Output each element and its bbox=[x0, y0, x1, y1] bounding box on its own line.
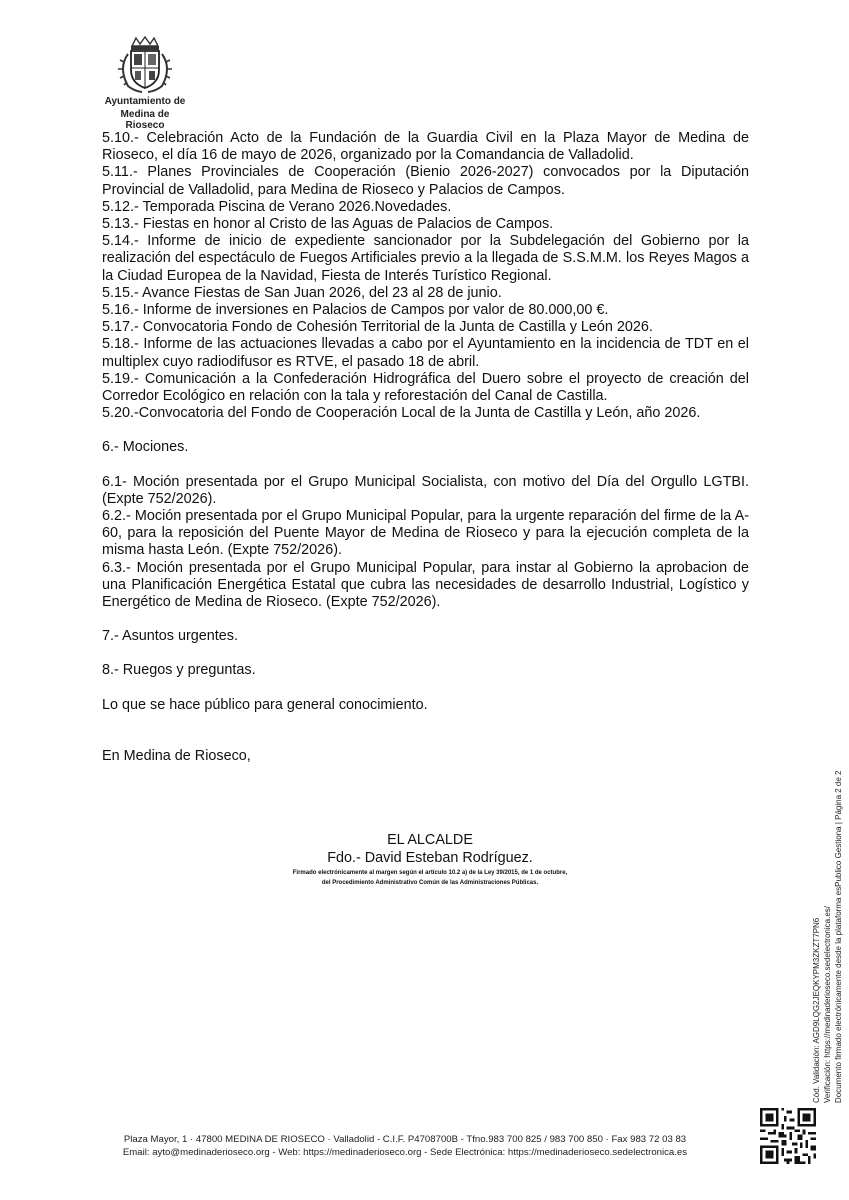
item-5-12: 5.12.- Temporada Piscina de Verano 2026.Novedades. bbox=[102, 198, 452, 215]
section-7-heading: 7.- Asuntos urgentes. bbox=[102, 628, 238, 645]
spacer bbox=[102, 611, 749, 628]
logo-text-line2: Medina de Rioseco bbox=[120, 109, 170, 131]
item-5-18: 5.18.- Informe de las actuaciones llevadas a cabo por el Ayuntamiento en la incidencia de TDT en el multiplex cuyo radiodifusor es RTVE, el pasado 18 de abril. bbox=[102, 336, 749, 370]
item-5-13: 5.13.- Fiestas en honor al Cristo de las Aguas de Palacios de Campos. bbox=[102, 216, 554, 233]
closing-statement: Lo que se hace público para general conocimiento. bbox=[102, 696, 428, 713]
spacer bbox=[102, 731, 749, 748]
item-5-11: 5.11.- Planes Provinciales de Cooperación (Bienio 2026-2027) convocados por la Diputación Provincial de Valladolid, para Medina de Rioseco y Palacios de Campos. bbox=[102, 164, 749, 198]
signature-block bbox=[260, 832, 600, 887]
spacer bbox=[102, 645, 749, 662]
item-6-2: 6.2.- Moción presentada por el Grupo Municipal Popular, para la urgente reparación del firme de la A-60, para la reposición del Puente Mayor de Medina de Rioseco y para la ejecución completa de la misma hasta León. (Expte 752/2026). bbox=[102, 508, 749, 559]
section-8-heading: 8.- Ruegos y preguntas. bbox=[102, 662, 256, 679]
validation-code: Cód. Validación: AGD9LQG2JEQKYPM3ZKZT7PN6 bbox=[812, 917, 821, 1103]
item-5-10: 5.10.- Celebración Acto de la Fundación de la Guardia Civil en la Plaza Mayor de Medina de Rioseco, el día 16 de mayo de 2026, organizado por la Comandancia de Valladolid. bbox=[102, 130, 749, 164]
item-5-17: 5.17.- Convocatoria Fondo de Cohesión Territorial de la Junta de Castilla y León 2026. bbox=[102, 319, 653, 336]
footer bbox=[100, 1133, 710, 1159]
logo-text-line1: Ayuntamiento de bbox=[104, 96, 186, 107]
qr-code-icon[interactable] bbox=[760, 1108, 816, 1164]
item-5-15: 5.15.- Avance Fiestas de San Juan 2026, del 23 al 28 de junio. bbox=[102, 284, 502, 301]
item-5-20: 5.20.-Convocatoria del Fondo de Cooperación Local de la Junta de Castilla y León, año 2026. bbox=[102, 405, 701, 422]
spacer bbox=[102, 680, 749, 697]
section-6-heading: 6.- Mociones. bbox=[102, 439, 189, 456]
validation-margin bbox=[811, 743, 844, 1103]
place-line: En Medina de Rioseco, bbox=[102, 747, 251, 764]
coat-of-arms-icon bbox=[112, 36, 178, 94]
item-6-3: 6.3.- Moción presentada por el Grupo Municipal Popular, para instar al Gobierno la aprobacion de una Planificación Energética Estatal que cubra las necesidades de desarrollo Industrial, Logístico y Energético de Medina de Rioseco. (Expte 752/2026). bbox=[102, 559, 749, 611]
spacer bbox=[102, 714, 749, 731]
item-5-16: 5.16.- Informe de inversiones en Palacios de Campos por valor de 80.000,00 €. bbox=[102, 302, 609, 319]
signature-legal-note-1: Firmado electrónicamente al margen según el artículo 10.2 a) de la Ley 39/2015, de 1 de octubre, bbox=[292, 870, 568, 876]
municipal-logo bbox=[100, 36, 190, 131]
spacer bbox=[102, 422, 749, 439]
verification-url: Verificación: https://medinaderioseco.sedelectronica.es/ bbox=[823, 906, 832, 1103]
footer-contact: Email: ayto@medinaderioseco.org - Web: https://medinaderioseco.org - Sede Electrónica: https://medinaderioseco.sedelectronica.es bbox=[122, 1147, 688, 1158]
footer-address: Plaza Mayor, 1 · 47800 MEDINA DE RIOSECO · Valladolid - C.I.F. P4708700B - Tfno.983 700 825 / 983 700 850 · Fax 983 72 03 83 bbox=[123, 1134, 687, 1145]
spacer bbox=[102, 457, 749, 474]
signature-platform-note: Documento firmado electrónicamente desde la plataforma esPublico Gestiona | Página 2 de 2 bbox=[834, 770, 843, 1103]
item-6-1: 6.1- Moción presentada por el Grupo Municipal Socialista, con motivo del Día del Orgullo LGTBI. (Expte 752/2026). bbox=[102, 473, 749, 507]
document-body bbox=[102, 130, 749, 765]
item-5-14: 5.14.- Informe de inicio de expediente sancionador por la Subdelegación del Gobierno por la realización del espectáculo de Fuegos Artificiales previo a la llegada de S.S.M.M. los Reyes Magos a la Ciudad Europea de la Navidad, Fiesta de Interés Turístico Regional. bbox=[102, 233, 749, 284]
signature-legal-note-2: del Procedimiento Administrativo Común de las Administraciones Públicas. bbox=[321, 880, 539, 886]
item-5-19: 5.19.- Comunicación a la Confederación Hidrográfica del Duero sobre el proyecto de creación del Corredor Ecológico en relación con la tala y reforestación del Canal de Castilla. bbox=[102, 370, 749, 405]
signer-name: Fdo.- David Esteban Rodríguez. bbox=[327, 850, 533, 866]
signer-title: EL ALCALDE bbox=[387, 832, 473, 848]
